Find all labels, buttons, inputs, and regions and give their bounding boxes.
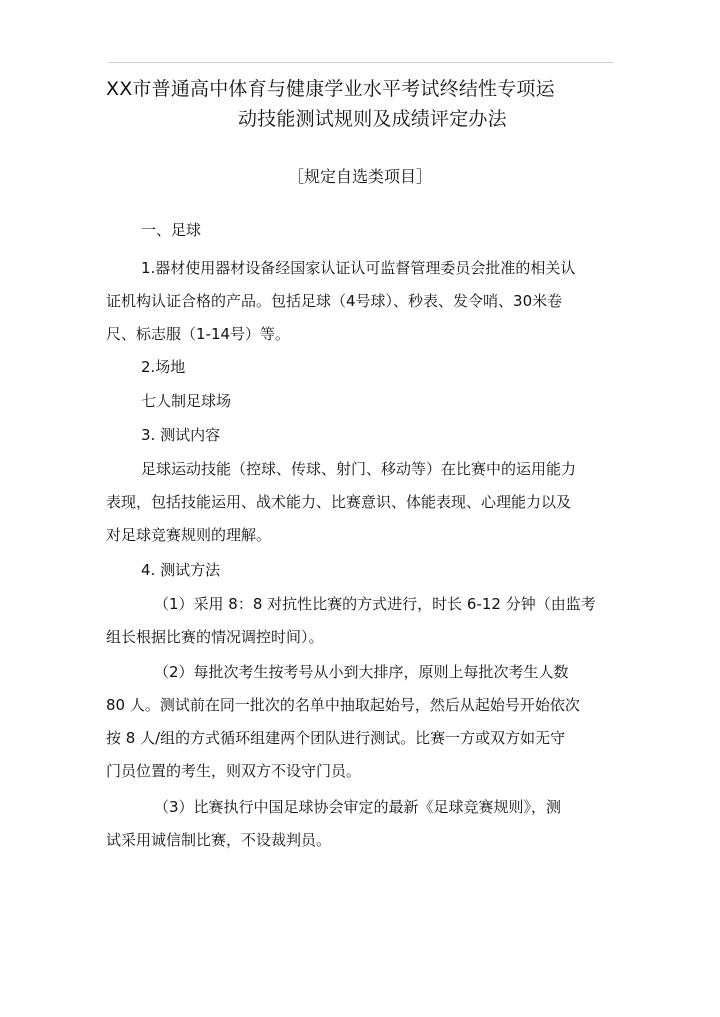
section-heading-football: 一、足球 [141, 221, 202, 239]
title-line-2: 动技能测试规则及成绩评定办法 [238, 108, 507, 130]
item3-heading: 3. 测试内容 [141, 426, 221, 444]
item2-text: 七人制足球场 [141, 392, 232, 410]
item3-line-3: 对足球竞赛规则的理解。 [106, 526, 272, 544]
item1-line-3: 尺、标志服（1-14号）等。 [106, 325, 291, 343]
item1-line-2: 证机构认证合格的产品。包括足球（4号球）、秒表、发令哨、30米卷 [106, 292, 563, 310]
method1-line-2: 组长根据比赛的情况调控时间）。 [106, 628, 324, 646]
method2-line-3: 按 8 人/组的方式循环组建两个团队进行测试。比赛一方或双方如无守 [106, 729, 566, 747]
item2-heading: 2.场地 [141, 358, 186, 376]
method2-line-4: 门员位置的考生，则双方不设守门员。 [106, 762, 362, 780]
item1-line-1: 1.器材使用器材设备经国家认证认可监督管理委员会批准的相关认 [141, 259, 576, 277]
document-title [106, 74, 626, 134]
method3-line-1: （3）比赛执行中国足球协会审定的最新《足球竞赛规则》，测 [154, 798, 562, 816]
item3-line-1: 足球运动技能（控球、传球、射门、移动等）在比赛中的运用能力 [141, 460, 577, 478]
header-rule [108, 62, 613, 63]
method2-line-2: 80 人。测试前在同一批次的名单中抽取起始号，然后从起始号开始依次 [106, 696, 580, 714]
item3-line-2: 表现，包括技能运用、战术能力、比赛意识、体能表现、心理能力以及 [106, 493, 572, 511]
title-line-1: XX市普通高中体育与健康学业水平考试终结性专项运 [106, 78, 555, 100]
item4-heading: 4. 测试方法 [141, 561, 221, 579]
method3-line-2: 试采用诚信制比赛，不设裁判员。 [106, 831, 332, 849]
section-category-label: ［规定自选类项目］ [287, 167, 432, 186]
method2-line-1: （2）每批次考生按考号从小到大排序，原则上每批次考生人数 [154, 663, 569, 681]
method1-line-1: （1）采用 8：8 对抗性比赛的方式进行，时长 6-12 分钟（由监考 [154, 595, 596, 613]
